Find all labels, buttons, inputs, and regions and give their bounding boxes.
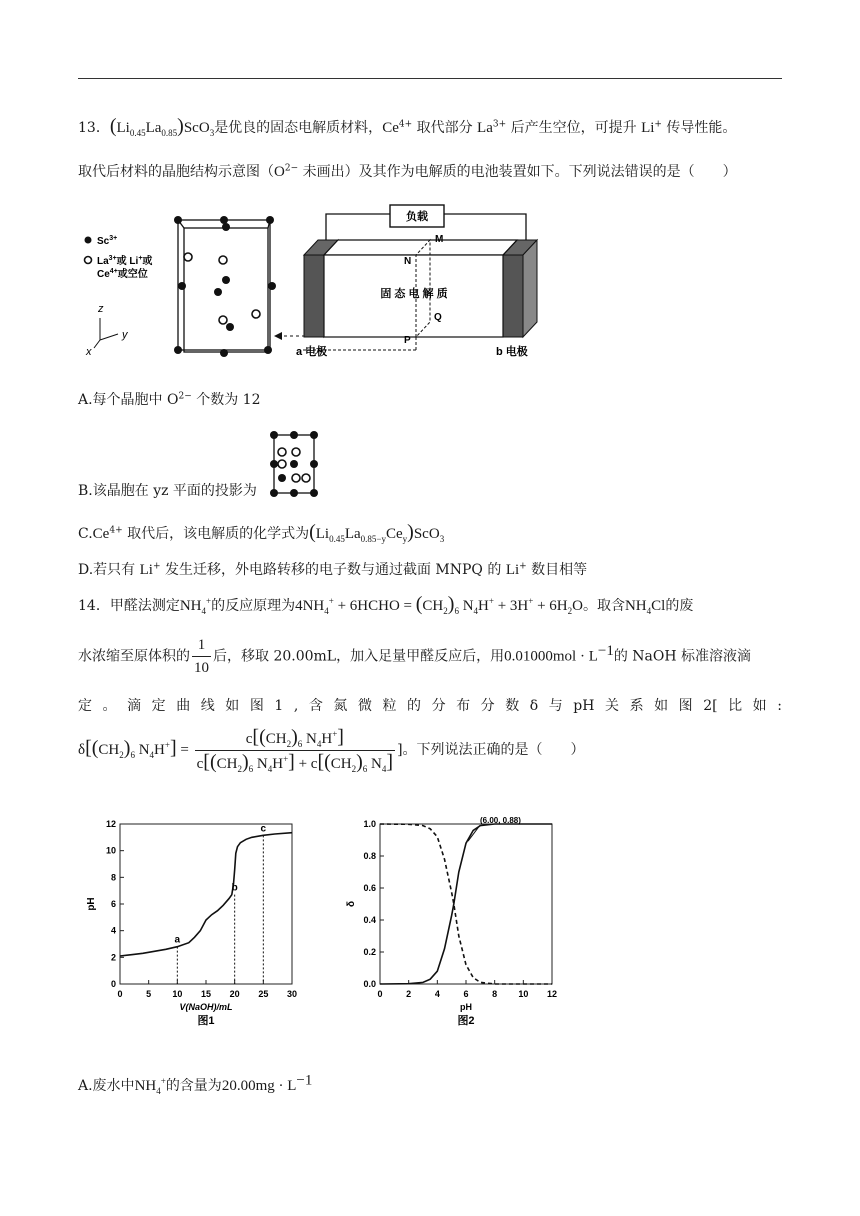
y-axis-label: δ bbox=[346, 900, 357, 908]
line3-char: 的 bbox=[407, 698, 422, 714]
x-tick-label: 20 bbox=[229, 989, 240, 999]
q13-figure bbox=[78, 200, 578, 370]
q14-line4: $\delta[(CH_2)_6$ $N_4H^+$] = $\frac{c[(CH_2)_6 N_4H^+]}{c[(CH_2)_6 N_4H^+] + c[(CH_2)_6 N_4]}$ ]。下列说法正确的是（ ） bbox=[78, 726, 585, 774]
y-tick-label: 6 bbox=[110, 899, 116, 909]
electrolyte-label: 固 态 电 解 质 bbox=[380, 288, 448, 300]
legend-sc-label: $Sc^{3+}$ bbox=[97, 235, 118, 247]
y-tick-label: 8 bbox=[110, 872, 116, 883]
x-tick-label: 25 bbox=[258, 989, 269, 999]
cell-atoms bbox=[174, 216, 276, 357]
reaction-equation: $4NH_4^+$ + 6HCHO = $(CH_2)_6$ $N_4H^+ + 3H^+ + 6H_2O$ bbox=[295, 593, 583, 616]
line3-char: 如 bbox=[225, 698, 240, 714]
line3-char: 关 bbox=[605, 698, 620, 714]
fraction: $\frac{1}{10}$ bbox=[192, 634, 211, 679]
annotation-pointer bbox=[468, 825, 480, 841]
x-tick-label: 10 bbox=[518, 989, 529, 999]
load-label: 负载 bbox=[406, 211, 428, 223]
axis-y-label: y bbox=[122, 329, 128, 341]
chart-title: 图1 bbox=[197, 1015, 215, 1027]
axis-x-label: x bbox=[86, 346, 92, 358]
line3-char: 定 bbox=[151, 698, 166, 714]
chart-distribution bbox=[340, 810, 580, 1050]
legend-sc-dot bbox=[85, 237, 92, 244]
x-tick-label: 6 bbox=[463, 989, 469, 999]
q13-number: 13． bbox=[78, 120, 110, 136]
annotation-label: b bbox=[231, 882, 238, 894]
q13-line1: 13．$(Li_{0.45}La_{0.85})ScO_3$是优良的固态电解质材料，$Ce^{4+}$ 取代部分 $La^{3+}$ 后产生空位，可提升 Li+ 传导性能。 bbox=[78, 115, 737, 138]
x-tick-label: 12 bbox=[546, 989, 558, 999]
y-tick-label: 12 bbox=[105, 819, 116, 829]
y-tick-label: 0.2 bbox=[363, 947, 376, 957]
axes-icon bbox=[94, 318, 118, 348]
x-tick-label: 2 bbox=[406, 989, 412, 999]
x-tick-label: 0 bbox=[117, 989, 123, 999]
y-tick-label: 4 bbox=[110, 925, 116, 936]
annotation-label: a bbox=[174, 934, 181, 946]
line3-char: 氮 bbox=[333, 698, 348, 714]
y-tick-label: 10 bbox=[105, 845, 116, 856]
projection-figure bbox=[268, 430, 320, 498]
line3-char: pH bbox=[573, 698, 595, 714]
x-tick-label: 15 bbox=[200, 989, 212, 999]
x-tick-label: 4 bbox=[434, 989, 440, 999]
line3-char: 含 bbox=[308, 698, 323, 714]
line3-char: 2[ bbox=[703, 698, 718, 714]
line3-char: 分 bbox=[431, 698, 446, 714]
line3-char: 图 bbox=[249, 698, 264, 714]
series-line bbox=[380, 824, 552, 984]
x-tick-label: 30 bbox=[286, 989, 298, 999]
x-tick-label: 10 bbox=[172, 989, 183, 999]
unit-cell bbox=[178, 220, 270, 352]
line3-char: 分 bbox=[480, 698, 495, 714]
legend-la-ring bbox=[85, 257, 92, 264]
x-axis-label: pH bbox=[460, 1002, 472, 1012]
electrode-a-label: a 电极 bbox=[296, 346, 328, 358]
y-tick-label: 1.0 bbox=[363, 819, 376, 829]
line3-char: 数 bbox=[505, 698, 520, 714]
chart-titration bbox=[80, 810, 320, 1050]
q13-option-a: A.每个晶胞中 $O^{2-}$ 个数为 12 bbox=[78, 391, 261, 408]
x-axis-label: V(NaOH)/mL bbox=[179, 1002, 233, 1012]
legend-la-label: $La^{3+}$或 Li+或 bbox=[97, 255, 153, 267]
x-tick-label: 5 bbox=[146, 989, 152, 999]
x-tick-label: 0 bbox=[377, 989, 383, 999]
line3-char: 线 bbox=[200, 698, 215, 714]
line3-char: 。 bbox=[102, 698, 117, 714]
label-n: N bbox=[404, 256, 412, 267]
q14-line1: 14．甲醛法测定$NH_4^+$的反应原理为$4NH_4^+$ + 6HCHO = $(CH_2)_6$ $N_4H^+ + 3H^+ + 6H_2O$。取含$NH_4Cl$的废 bbox=[78, 593, 694, 616]
arrow-head bbox=[274, 332, 282, 340]
option-c-formula: $(Li_{0.45}La_{0.85-y}Ce_y)ScO_3$ bbox=[309, 521, 445, 544]
q13-option-b: B.该晶胞在 yz 平面的投影为 bbox=[78, 483, 257, 499]
q13-formula: $(Li_{0.45}La_{0.85})ScO_3$ bbox=[109, 115, 215, 138]
line3-char: , bbox=[293, 698, 299, 714]
q14-line2: 水浓缩至原体积的 $\frac{1}{10}$ 后，移取 20.00mL，加入足量甲醛反应后，用$0.01000mol \cdot L^{-1}$的 NaOH 标准溶液滴 bbox=[78, 634, 751, 679]
line3-char: 比 bbox=[728, 698, 743, 714]
chart-title: 图2 bbox=[457, 1015, 475, 1027]
label-p: P bbox=[404, 335, 411, 346]
electrode-b-label: b 电极 bbox=[496, 346, 528, 358]
label-q: Q bbox=[434, 312, 442, 323]
battery-device bbox=[302, 205, 537, 350]
line3-char: : bbox=[777, 698, 782, 714]
y-tick-label: 0.8 bbox=[363, 851, 376, 861]
ammonium-formula: $NH_4^+$ bbox=[179, 596, 212, 616]
y-tick-label: 2 bbox=[110, 952, 116, 963]
q14-option-a: A.废水中$NH_4^+$的含量为$20.00mg \cdot L^{-1}$ bbox=[78, 1072, 313, 1096]
y-tick-label: 0 bbox=[110, 979, 116, 989]
y-tick-label: 0.6 bbox=[363, 883, 376, 893]
q13-option-d: D.若只有 Li+ 发生迁移，外电路转移的电子数与通过截面 MNPQ 的 Li+ 数目相等 bbox=[78, 561, 588, 578]
y-axis-label: pH bbox=[86, 897, 97, 911]
legend-ce-label: $Ce^{4+}$或空位 bbox=[97, 268, 148, 280]
series-line-dashed bbox=[380, 824, 552, 984]
annotation-label: (6.00, 0.88) bbox=[480, 816, 521, 826]
delta-definition: $\delta[(CH_2)_6$ $N_4H^+$] = $\frac{c[(CH_2)_6 N_4H^+]}{c[(CH_2)_6 N_4H^+] + c[(CH_2)_6 N_4]}$ bbox=[78, 726, 394, 774]
line3-char: 布 bbox=[456, 698, 471, 714]
axis-z-label: z bbox=[98, 303, 104, 315]
line3-char: 微 bbox=[357, 698, 372, 714]
line3-char: 图 bbox=[678, 698, 693, 714]
q13-option-c: $C.Ce^{4+}$ 取代后，该电解质的化学式为$(Li_{0.45}La_{0.85-y}Ce_y)ScO_3$ bbox=[78, 521, 445, 544]
line3-char: 1 bbox=[274, 698, 284, 714]
line3-char: 曲 bbox=[176, 698, 191, 714]
label-m: M bbox=[435, 234, 444, 245]
line3-char: 滴 bbox=[127, 698, 142, 714]
y-tick-label: 0.0 bbox=[363, 979, 376, 989]
q14-line3 bbox=[78, 696, 782, 716]
line3-char: 系 bbox=[629, 698, 644, 714]
series-line bbox=[120, 833, 292, 956]
line3-char: 如 bbox=[654, 698, 669, 714]
line3-char: 与 bbox=[548, 698, 563, 714]
q13-line2: 取代后材料的晶胞结构示意图（$O^{2-}$ 未画出）及其作为电解质的电池装置如下。下列说法错误的是（ ） bbox=[78, 163, 737, 180]
plot-frame bbox=[380, 824, 552, 984]
line3-char: 定 bbox=[78, 698, 92, 714]
line3-char: 粒 bbox=[382, 698, 397, 714]
plot-frame bbox=[120, 824, 292, 984]
top-rule bbox=[78, 78, 782, 79]
y-tick-label: 0.4 bbox=[363, 915, 376, 925]
line3-char: δ bbox=[529, 698, 539, 714]
annotation-label: c bbox=[260, 823, 267, 835]
x-tick-label: 8 bbox=[492, 989, 498, 999]
line3-char: 如 bbox=[752, 698, 767, 714]
